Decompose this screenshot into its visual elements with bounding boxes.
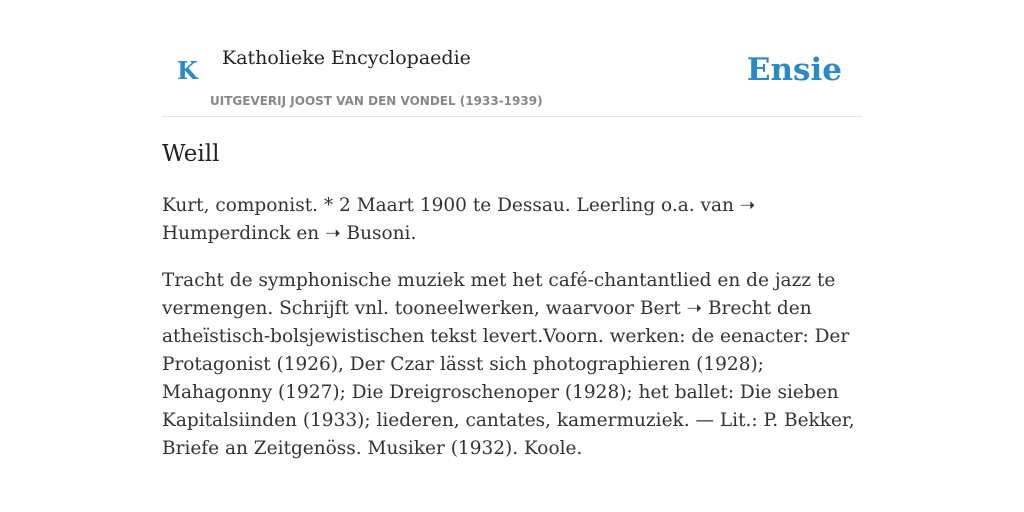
article-content bbox=[162, 138, 862, 463]
publisher-subtitle: UITGEVERIJ JOOST VAN DEN VONDEL (1933-1939) bbox=[210, 94, 543, 108]
article-title: Weill bbox=[162, 141, 220, 167]
article-paragraph: Kurt, componist. * 2 Maart 1900 te Dessau. Leerling o.a. van ➝ Humperdinck en ➝ Busoni. bbox=[162, 195, 756, 244]
site-header bbox=[162, 0, 862, 117]
ensie-brand-link[interactable]: Ensie bbox=[746, 52, 842, 88]
encyclopedia-title[interactable]: Katholieke Encyclopaedie bbox=[222, 47, 471, 69]
article-paragraph: Tracht de symphonische muziek met het café-chantantlied en de jazz te vermengen. Schrijft vnl. tooneelwerken, waarvoor Bert ➝ Brecht den atheïstisch-bolsjewistischen tekst levert.Voorn. werken: de eenacter: Der Protagonist (1926), Der Czar lässt sich photographieren (1928); Mahagonny (1927); Die Dreigroschenoper (1928); het ballet: Die sieben Kapitalsiinden (1933); liederen, cantates, kamermuziek. — Lit.: P. Bekker, Briefe an Zeitgenöss. Musiker (1932). Koole. bbox=[162, 270, 855, 459]
encyclopedia-logo[interactable]: K bbox=[177, 56, 198, 85]
